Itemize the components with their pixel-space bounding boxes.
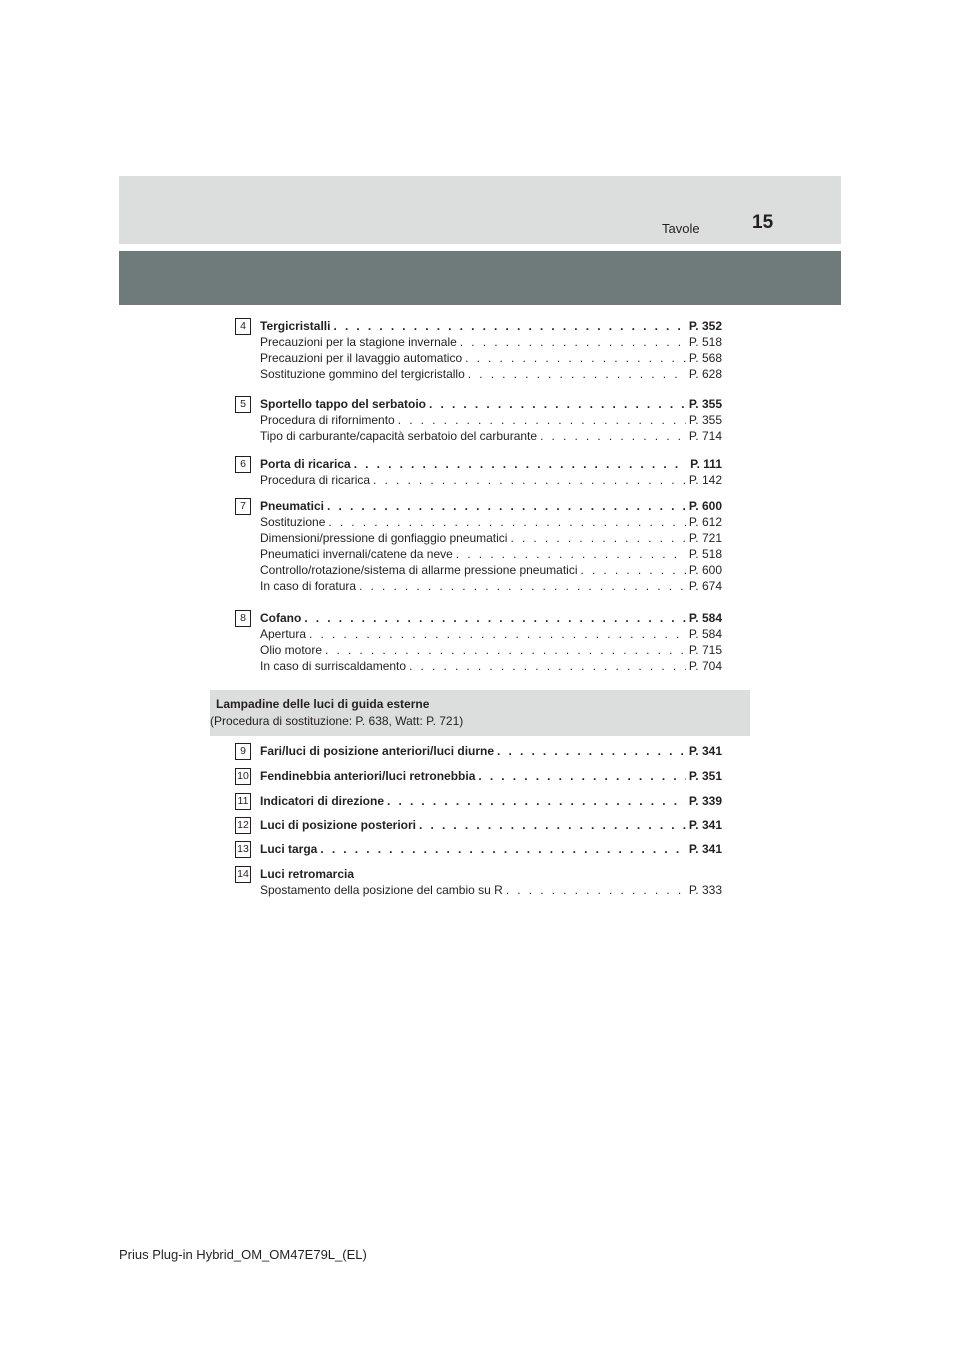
index-line[interactable] (260, 658, 722, 674)
dot-leader (333, 318, 685, 334)
item-number-badge: 4 (235, 318, 251, 335)
page-reference: P. 600 (688, 563, 722, 577)
index-line[interactable] (260, 546, 722, 562)
dot-leader (456, 546, 686, 562)
index-line-label: Sportello tappo del serbatoio (260, 397, 427, 411)
index-line-label: Indicatori di direzione (260, 794, 385, 808)
page-reference: P. 715 (688, 643, 722, 657)
page-number: 15 (752, 212, 774, 233)
dot-leader (497, 743, 686, 759)
index-line-label: Cofano (260, 611, 302, 625)
index-line-label: Sostituzione gommino del tergicristallo (260, 367, 465, 381)
index-line-label: Controllo/rotazione/sistema di allarme pressione pneumatici (260, 563, 578, 577)
dot-leader (540, 428, 686, 444)
item-number-badge: 7 (235, 498, 251, 515)
dot-leader (328, 514, 685, 530)
lamp-bulbs-box (210, 690, 750, 736)
dot-leader (510, 530, 685, 546)
page-reference: P. 584 (688, 627, 722, 641)
index-line-label: Sostituzione (260, 515, 326, 529)
index-line-label: Luci retromarcia (260, 867, 355, 881)
page-reference: P. 351 (688, 769, 722, 783)
index-line[interactable] (260, 396, 722, 412)
dot-leader (506, 882, 686, 898)
dot-leader (354, 456, 687, 472)
dot-leader (465, 350, 686, 366)
item-number-badge: 9 (235, 743, 251, 760)
page-reference: P. 142 (688, 473, 722, 487)
dot-leader (304, 610, 686, 626)
index-line-label: Procedura di rifornimento (260, 413, 395, 427)
index-line[interactable] (260, 768, 722, 784)
page-reference: P. 584 (688, 611, 722, 625)
dot-leader (580, 562, 685, 578)
page-reference: P. 333 (688, 883, 722, 897)
index-line[interactable] (260, 530, 722, 546)
page-reference: P. 518 (688, 547, 722, 561)
index-line[interactable] (260, 366, 722, 382)
index-line-label: In caso di foratura (260, 579, 357, 593)
index-line[interactable] (260, 642, 722, 658)
index-line-label: Pneumatici (260, 499, 325, 513)
page-reference: P. 568 (688, 351, 722, 365)
dot-leader (398, 412, 686, 428)
index-line[interactable] (260, 841, 722, 857)
dot-leader (309, 626, 686, 642)
dot-leader (387, 793, 686, 809)
index-line-label: Tergicristalli (260, 319, 331, 333)
index-line-label: Precauzioni per la stagione invernale (260, 335, 457, 349)
dot-leader (359, 578, 686, 594)
page-reference: P. 628 (688, 367, 722, 381)
dot-leader (320, 841, 685, 857)
index-line-label: Apertura (260, 627, 307, 641)
index-line[interactable] (260, 578, 722, 594)
index-line[interactable] (260, 610, 722, 626)
item-number-badge: 6 (235, 456, 251, 473)
index-line-label: Pneumatici invernali/catene da neve (260, 547, 453, 561)
index-line-label: Spostamento della posizione del cambio su R (260, 883, 503, 897)
index-line-label: Procedura di ricarica (260, 473, 371, 487)
index-line-label: Fendinebbia anteriori/luci retronebbia (260, 769, 476, 783)
page-reference: P. 612 (688, 515, 722, 529)
page-reference: P. 714 (688, 429, 722, 443)
index-line[interactable] (260, 866, 722, 882)
dot-leader (373, 472, 686, 488)
index-line[interactable] (260, 456, 722, 472)
index-line-label: Precauzioni per il lavaggio automatico (260, 351, 463, 365)
page-reference: P. 341 (688, 818, 722, 832)
page-reference: P. 600 (688, 499, 722, 513)
page-reference: P. 721 (688, 531, 722, 545)
index-line[interactable] (260, 817, 722, 833)
index-line-label: Luci targa (260, 842, 318, 856)
page-reference: P. 355 (688, 397, 722, 411)
dot-leader (460, 334, 686, 350)
index-line[interactable] (260, 428, 722, 444)
item-number-badge: 14 (235, 866, 251, 883)
item-number-badge: 12 (235, 817, 251, 834)
dot-leader (409, 658, 686, 674)
index-line-label: Fari/luci di posizione anteriori/luci diurne (260, 744, 495, 758)
dot-leader (429, 396, 686, 412)
index-line[interactable] (260, 350, 722, 366)
item-number-badge: 5 (235, 396, 251, 413)
dot-leader (468, 366, 686, 382)
page-reference: P. 341 (688, 842, 722, 856)
header-band (119, 176, 841, 244)
dot-leader (478, 768, 685, 784)
dot-leader (419, 817, 686, 833)
index-line[interactable] (260, 412, 722, 428)
index-line[interactable] (260, 498, 722, 514)
page-reference: P. 355 (688, 413, 722, 427)
page-reference: P. 704 (688, 659, 722, 673)
footer-doc-id: Prius Plug-in Hybrid_OM_OM47E79L_(EL) (119, 1247, 367, 1262)
index-line[interactable] (260, 743, 722, 759)
page-reference: P. 339 (688, 794, 722, 808)
index-line[interactable] (260, 472, 722, 488)
index-line[interactable] (260, 882, 722, 898)
index-line-label: Tipo di carburante/capacità serbatoio del carburante (260, 429, 538, 443)
page-reference: P. 341 (688, 744, 722, 758)
index-line[interactable] (260, 334, 722, 350)
index-line[interactable] (260, 318, 722, 334)
index-line-label: Olio motore (260, 643, 323, 657)
item-number-badge: 8 (235, 610, 251, 627)
index-line[interactable] (260, 562, 722, 578)
lamp-box-title: Lampadine delle luci di guida esterne (216, 697, 430, 711)
item-number-badge: 10 (235, 768, 251, 785)
page-reference: P. 674 (688, 579, 722, 593)
header-dark-band (119, 251, 841, 305)
lamp-box-subtitle: (Procedura di sostituzione: P. 638, Watt: P. 721) (210, 714, 464, 728)
index-line[interactable] (260, 626, 722, 642)
dot-leader (327, 498, 686, 514)
index-line[interactable] (260, 514, 722, 530)
index-line-label: Porta di ricarica (260, 457, 351, 471)
index-line-label: Luci di posizione posteriori (260, 818, 417, 832)
page-reference: P. 111 (690, 457, 722, 471)
page-reference: P. 352 (688, 319, 722, 333)
item-number-badge: 11 (235, 793, 251, 810)
page-reference: P. 518 (688, 335, 722, 349)
dot-leader (325, 642, 686, 658)
index-line-label: In caso di surriscaldamento (260, 659, 407, 673)
index-line[interactable] (260, 793, 722, 809)
item-number-badge: 13 (235, 841, 251, 858)
index-line-label: Dimensioni/pressione di gonfiaggio pneumatici (260, 531, 508, 545)
section-title: Tavole (662, 221, 700, 236)
